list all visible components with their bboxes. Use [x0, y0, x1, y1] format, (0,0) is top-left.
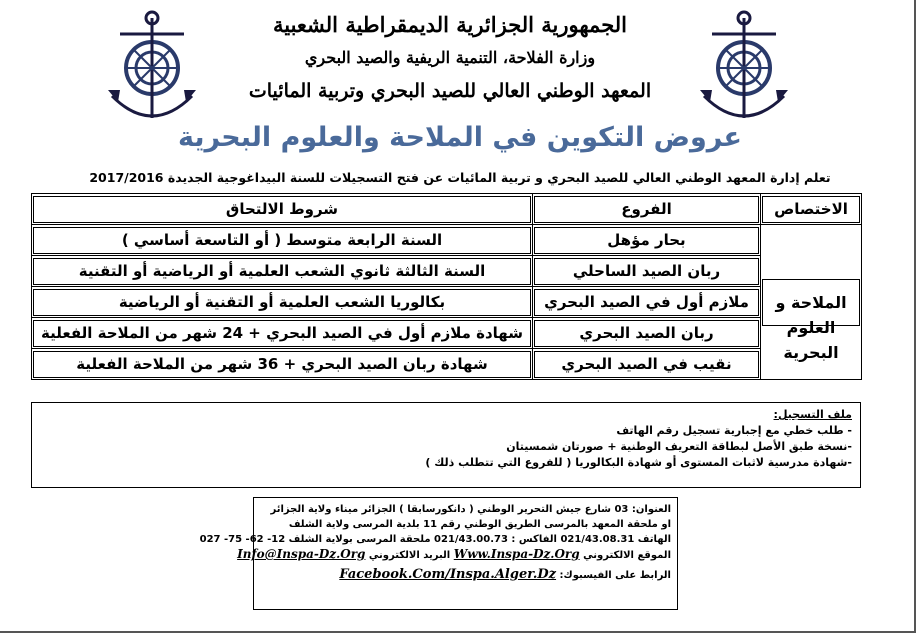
- registration-item: -شهادة مدرسية لاثبات المستوى أو شهادة البكالوريا ( للفروع التي تتطلب ذلك ): [425, 456, 852, 469]
- table-header-row: [32, 194, 862, 225]
- page-title: عروض التكوين في الملاحة والعلوم البحرية: [178, 122, 742, 153]
- table-row: [32, 318, 862, 349]
- branch-cell: ملازم أول في الصيد البحري: [533, 287, 761, 318]
- specialty-header: الاختصاص: [761, 194, 862, 225]
- branches-header: الفروع: [533, 194, 761, 225]
- web-line: [237, 547, 671, 563]
- facebook-label: الرابط على الفيسبوك:: [559, 570, 671, 581]
- registration-file-box: [31, 402, 861, 488]
- registration-item: - طلب خطي مع إجبارية تسجيل رقم الهاتف: [616, 424, 852, 437]
- condition-cell: بكالوريا الشعب العلمية أو التقنية أو الرياضية: [32, 287, 533, 318]
- contact-box: [199, 497, 678, 610]
- table-row: [32, 349, 862, 380]
- institute-heading: المعهد الوطني العالي للصيد البحري وتربية المائيات: [248, 80, 652, 102]
- registration-item: -نسخة طبق الأصل لبطاقة التعريف الوطنية + صورتان شمسيتان: [506, 440, 852, 453]
- facebook-line: [260, 567, 671, 583]
- republic-heading: الجمهورية الجزائرية الديمقراطية الشعبية: [272, 12, 627, 37]
- branch-cell: نقيب في الصيد البحري: [533, 349, 761, 380]
- email-link[interactable]: Info@Inspa-Dz.Org: [237, 547, 366, 561]
- condition-cell: السنة الرابعة متوسط ( أو التاسعة أساسي ): [32, 225, 533, 256]
- table-row: [32, 287, 862, 318]
- phone-line: الهاتف 021/43.08.31 الفاكس : 021/43.00.73 ملحقة المرسى بولاية الشلف 12- 62- 75- 027: [199, 534, 671, 545]
- email-label: البريد الالكتروني: [368, 550, 451, 561]
- condition-cell: شهادة ملازم أول في الصيد البحري + 24 شهر من الملاحة الفعلية: [32, 318, 533, 349]
- website-label: الموقع الالكتروني: [583, 550, 671, 561]
- programs-table: [31, 193, 862, 380]
- condition-cell: السنة الثالثة ثانوي الشعب العلمية أو الرياضية أو التقنية: [32, 256, 533, 287]
- registration-notice: تعلم إدارة المعهد الوطني العالي للصيد البحري و تربية المائيات عن فتح التسجيلات للسنة البيداغوجية الجديدة 2017/2016: [89, 170, 831, 185]
- address-line: العنوان: 03 شارع جيش التحرير الوطني ( دانكورسابقا ) الجزائر ميناء ولاية الجزائر: [270, 504, 671, 515]
- facebook-link[interactable]: Facebook.Com/Inspa.Alger.Dz: [339, 567, 557, 582]
- branch-cell: ربان الصيد البحري: [533, 318, 761, 349]
- branch-cell: ربان الصيد الساحلي: [533, 256, 761, 287]
- registration-heading: ملف التسجيل:: [773, 408, 852, 421]
- anchor-emblem-icon: [106, 10, 198, 130]
- table-row: [32, 256, 862, 287]
- specialty-cell: الملاحة و العلوم البحرية: [761, 225, 862, 380]
- annex-line: او ملحقة المعهد بالمرسى الطريق الوطني رقم 11 بلدية المرسى ولاية الشلف: [288, 519, 671, 530]
- branch-cell: بحار مؤهل: [533, 225, 761, 256]
- ministry-heading: وزارة الفلاحة، التنمية الريفية والصيد البحري: [304, 48, 596, 67]
- table-row: [32, 225, 862, 256]
- condition-cell: شهادة ربان الصيد البحري + 36 شهر من الملاحة الفعلية: [32, 349, 533, 380]
- anchor-emblem-icon: [698, 10, 790, 130]
- website-link[interactable]: Www.Inspa-Dz.Org: [453, 547, 580, 561]
- conditions-header: شروط الالتحاق: [32, 194, 533, 225]
